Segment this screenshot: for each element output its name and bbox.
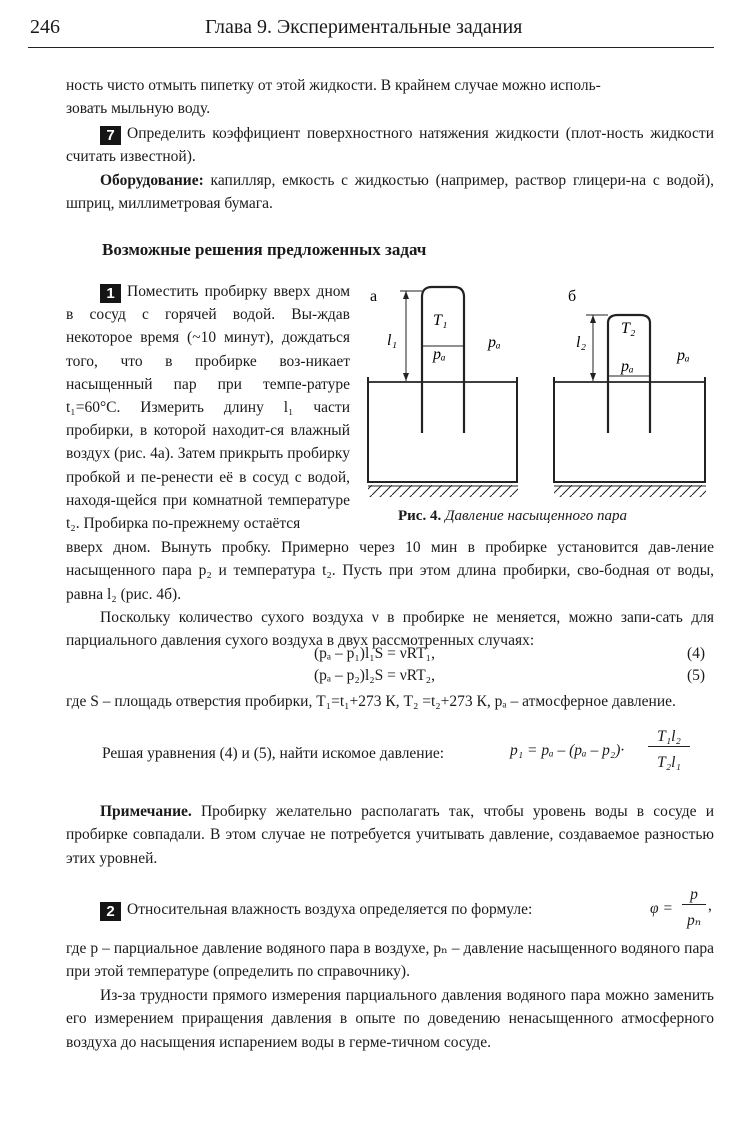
chapter-title: Глава 9. Экспериментальные задания bbox=[205, 16, 523, 38]
label-a: а bbox=[370, 288, 378, 305]
solve-formula-left: p₁ = pₐ – (pₐ – p₂)· bbox=[510, 742, 625, 759]
task-2-line bbox=[100, 898, 532, 921]
task-1-column-text: Поместить пробирку вверх дном в сосуд с горячей водой. Вы-ждав некоторое время (~10 минут), дождаться того, что в пробирке воз-никает насыщенный пар при темпе-ратуре t₁=60°C. Измерить длину l₁ части пробирки, в которой находит-ся влажный воздух (рис. 4а). Затем прикрыть пробирку пробкой и пе-ренести её в сосуд с водой, находя-щейся при комнатной температуре t₂. Пробирка по-прежнему остаётся bbox=[66, 283, 350, 533]
solve-denominator: T₂l₁ bbox=[657, 754, 681, 771]
figure-caption bbox=[398, 508, 627, 525]
label-l2: l₂ bbox=[576, 334, 587, 351]
task-1-number: 1 bbox=[100, 284, 121, 303]
note-label: Примечание. bbox=[100, 803, 192, 820]
task-2-where: где p – парциальное давление водяного пара в воздухе, pₙ – давление насыщенного водяного пара при этой температуре (определить по справочнику). bbox=[66, 940, 714, 981]
task-7-number: 7 bbox=[100, 126, 121, 145]
equation-4-number: (4) bbox=[687, 645, 706, 662]
page-number: 246 bbox=[30, 16, 60, 38]
section-title: Возможные решения предложенных задач bbox=[102, 240, 427, 259]
task-7-paragraph bbox=[66, 122, 714, 169]
top-line-2: зовать мыльную воду. bbox=[66, 100, 211, 118]
vessel-a bbox=[368, 377, 518, 497]
length-arrow-l2 bbox=[586, 315, 608, 381]
equipment-label: Оборудование: bbox=[100, 172, 204, 189]
equation-4: (pₐ – p₁)l₁S = νRT₁, bbox=[314, 645, 435, 662]
figure-4 bbox=[362, 285, 722, 510]
top-line-1: ность чисто отмыть пипетку от этой жидкости. В крайнем случае можно исполь- bbox=[66, 77, 601, 94]
task-1-column bbox=[66, 280, 350, 535]
label-l1: l₁ bbox=[387, 332, 398, 349]
task-1-continued: вверх дном. Вынуть пробку. Примерно через 10 мин в пробирке установится дав-ление насыщенного пара p₂ и температура t₂. Пусть при этом длина пробирки, сво-бодная от воды, равна l₂ (рис. 4б). bbox=[66, 539, 714, 603]
label-pa-outside-b: pₐ bbox=[677, 347, 690, 364]
solve-numerator: T₁l₂ bbox=[648, 728, 690, 747]
phi-symbol: φ = bbox=[650, 900, 673, 917]
top-paragraph bbox=[66, 74, 714, 121]
task-7-text: Определить коэффициент поверхностного натяжения жидкости (плот-ность жидкости считать известной). bbox=[66, 125, 714, 166]
note-paragraph bbox=[66, 800, 714, 870]
task-2-paragraph: Из-за трудности прямого измерения парциального давления водяного пара можно заменить его измерением приращения давления в опыте по доведению ненасыщенного атмосферного воздуха до насыщения испарением воды в гермe-тичном сосуде. bbox=[66, 987, 714, 1051]
task-1-where: где S – площадь отверстия пробирки, T₁=t₁+273 К, T₂ =t₂+273 К, pₐ – атмосферное давление. bbox=[66, 693, 676, 710]
equation-5: (pₐ – p₂)l₂S = νRT₂, bbox=[314, 667, 435, 684]
vessel-b bbox=[554, 377, 706, 497]
phi-comma: , bbox=[708, 897, 712, 914]
length-arrow-l1 bbox=[400, 291, 422, 381]
note-text: Пробирку желательно располагать так, чтобы уровень воды в сосуде и пробирке совпадали. В этом случае не потребуется учитывать давление, создаваемое разностью этих уровней. bbox=[66, 803, 715, 867]
phi-numerator: p bbox=[682, 886, 706, 905]
label-b: б bbox=[568, 288, 577, 305]
equipment-text: капилляр, емкость с жидкостью (например, раствор глицери-на с водой), шприц, миллиметровая бумага. bbox=[66, 172, 714, 213]
caption-number: Рис. 4. bbox=[398, 508, 442, 524]
label-T1: T₁ bbox=[433, 312, 448, 329]
equipment-paragraph bbox=[66, 169, 714, 216]
task-1-para-2: Поскольку количество сухого воздуха ν в пробирке не меняется, можно запи-сать для парциального давления сухого воздуха в двух рассмотренных случаях: bbox=[66, 609, 714, 650]
phi-denominator: pₙ bbox=[686, 912, 702, 929]
task-1-solve-text: Решая уравнения (4) и (5), найти искомое давление: bbox=[102, 745, 445, 762]
task-2-number: 2 bbox=[100, 902, 121, 921]
label-pa-outside-a: pₐ bbox=[488, 334, 501, 351]
label-T2: T₂ bbox=[621, 320, 636, 337]
label-pa-tube-a: pₐ bbox=[433, 346, 446, 363]
task-2-text: Относительная влажность воздуха определяется по формуле: bbox=[127, 901, 533, 918]
header-rule bbox=[28, 47, 714, 48]
equation-5-number: (5) bbox=[687, 667, 706, 684]
caption-text: Давление насыщенного пара bbox=[444, 508, 628, 524]
label-pa-tube-b: pₐ bbox=[621, 358, 634, 375]
